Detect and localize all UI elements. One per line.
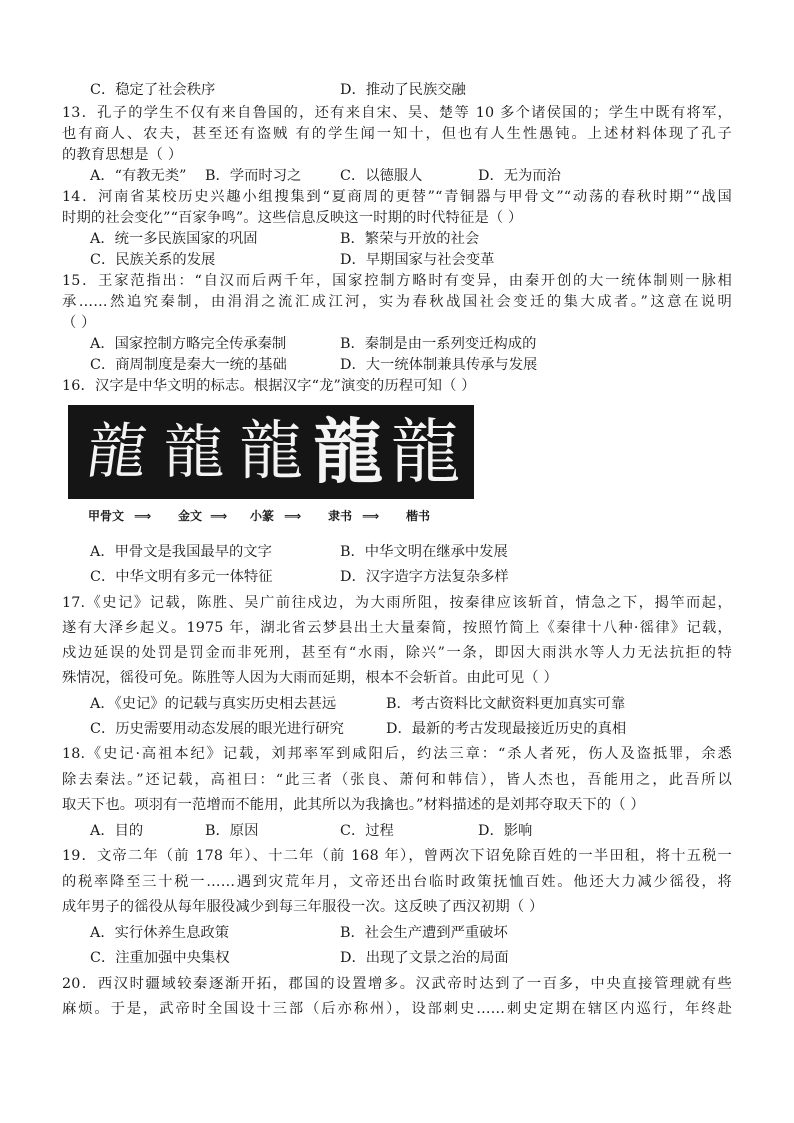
q19-option-c: C．注重加强中央集权 <box>90 950 230 966</box>
q17-option-a: A．《史记》的记载与真实历史相去甚远 <box>90 696 337 712</box>
q19-stem-line-3: 成年男子的徭役从每年服役减少到每三年服役一次。这反映了西汉初期（ ） <box>62 899 544 915</box>
q17-stem-line-1: 17.《史记》记载，陈胜、吴广前往戍边，为大雨所阻，按秦律应该斩首，情急之下，揭竿而起， <box>62 595 732 611</box>
q15-option-d: D．大一统体制兼具传承与发展 <box>340 357 538 373</box>
q18-stem-line-3: 取天下也。项羽有一范增而不能用，此其所以为我擒也。”材料描述的是刘邦夺取天下的（ ） <box>62 797 645 813</box>
q15-option-a: A．国家控制方略完全传承秦制 <box>90 336 287 352</box>
q13-stem-line-2: 也有商人、农夫，甚至还有盗贼 有的学生闻一知十，但也有人生性愚钝。上述材料体现了孔子 <box>62 126 732 142</box>
q18-option-d: D．影响 <box>478 823 533 839</box>
caption-oracle-bone: 甲骨文 <box>88 509 125 523</box>
q19-option-b: B．社会生产遭到严重破坏 <box>340 925 508 941</box>
glyph-clerical: 龍 <box>313 410 384 493</box>
q17-stem-line-2: 遂有大泽乡起义。1975 年，湖北省云梦县出土大量秦简，按照竹简上《秦律十八种·徭律》记载， <box>62 620 732 636</box>
q13-stem-line-3: 的教育思想是（ ） <box>62 147 183 163</box>
arrow-icon: ⟹ <box>362 509 379 523</box>
arrow-icon: ⟹ <box>210 509 227 523</box>
dragon-character-evolution-image <box>68 405 474 499</box>
q16-option-b: B．中华文明在继承中发展 <box>340 544 508 560</box>
q18-option-c: C．过程 <box>340 823 394 839</box>
q18-stem-line-1: 18.《史记·高祖本纪》记载，刘邦率军到咸阳后，约法三章：“杀人者死，伤人及盗抵罪，余悉 <box>62 746 732 762</box>
q16-option-d: D．汉字造字方法复杂多样 <box>340 569 509 585</box>
glyph-small-seal: 龍 <box>238 415 303 489</box>
caption-clerical: 隶书 <box>328 509 353 523</box>
script-evolution-captions <box>88 506 468 526</box>
q12-option-c: C．稳定了社会秩序 <box>90 82 216 98</box>
q19-option-a: A．实行休养生息政策 <box>90 925 229 941</box>
q17-option-d: D．最新的考古发现最接近历史的真相 <box>386 721 627 737</box>
glyph-oracle-bone: 龍 <box>81 417 152 487</box>
q18-stem-line-2: 除去秦法。”还记载，高祖曰：“此三者（张良、萧何和韩信），皆人杰也，吾能用之，此吾所以 <box>62 772 732 788</box>
q13-option-c: C．以德服人 <box>340 168 423 184</box>
q19-option-d: D．出现了文景之治的局面 <box>340 950 509 966</box>
caption-small-seal: 小篆 <box>250 509 275 523</box>
q12-option-d: D．推动了民族交融 <box>340 82 466 98</box>
q17-stem-line-4: 殊情况，徭役可免。陈胜等人因为大雨而延期，根本不会斩首。由此可见（ ） <box>62 670 558 686</box>
caption-regular: 楷书 <box>406 509 431 523</box>
q19-stem-line-2: 的税率降至三十税一……遇到灾荒年月，文帝还出台临时政策抚恤百姓。他还大力减少徭役，将 <box>62 874 732 890</box>
q18-option-a: A．目的 <box>90 823 144 839</box>
q14-stem-line-1: 14．河南省某校历史兴趣小组搜集到“夏商周的更替”“青铜器与甲骨文”“动荡的春秋时期”“战国 <box>62 189 732 205</box>
arrow-icon: ⟹ <box>134 509 151 523</box>
arrow-icon: ⟹ <box>284 509 301 523</box>
q16-option-a: A．甲骨文是我国最早的文字 <box>90 544 272 560</box>
q14-option-b: B．繁荣与开放的社会 <box>340 231 480 247</box>
q18-option-b: B．原因 <box>205 823 259 839</box>
q17-option-b: B．考古资料比文献资料更加真实可靠 <box>386 696 626 712</box>
q17-option-c: C．历史需要用动态发展的眼光进行研究 <box>90 721 344 737</box>
q13-stem-line-1: 13．孔子的学生不仅有来自鲁国的，还有来自宋、吴、楚等 10 多个诸侯国的；学生中既有将军， <box>62 105 732 121</box>
glyph-regular: 龍 <box>390 411 461 493</box>
q13-option-d: D．无为而治 <box>478 168 561 184</box>
q14-stem-line-2: 时期的社会变化”“百家争鸣”。这些信息反映这一时期的时代特征是（ ） <box>62 210 523 226</box>
q20-stem-line-1: 20．西汉时疆域较秦逐渐开拓，郡国的设置增多。汉武帝时达到了一百多，中央直接管理就有些 <box>62 976 732 992</box>
q15-stem-line-1: 15．王家范指出：“自汉而后两千年，国家控制方略时有变异，由秦开创的大一统体制则一脉相 <box>62 273 732 289</box>
q13-option-a: A．“有教无类” <box>90 168 187 184</box>
q15-stem-line-3: （ ） <box>62 315 96 331</box>
q15-option-b: B．秦制是由一系列变迁构成的 <box>340 336 537 352</box>
q14-option-c: C．民族关系的发展 <box>90 252 216 268</box>
q15-stem-line-2: 承……然追究秦制，由涓涓之流汇成江河，实为春秋战国社会变迁的集大成者。”这意在说明 <box>62 294 732 310</box>
q16-option-c: C．中华文明有多元一体特征 <box>90 569 273 585</box>
q14-option-a: A．统一多民族国家的巩固 <box>90 231 258 247</box>
q20-stem-line-2: 麻烦。于是，武帝时全国设十三部（后亦称州），设部刺史……刺史定期在辖区内巡行，年终赴 <box>62 1001 732 1017</box>
q17-stem-line-3: 戍边延误的处罚是罚金而非死刑，甚至有“水雨，除兴”一条，即因大雨洪水等人力无法抗拒的特 <box>62 645 732 661</box>
q14-option-d: D．早期国家与社会变革 <box>340 252 495 268</box>
q19-stem-line-1: 19．文帝二年（前 178 年）、十二年（前 168 年），曾两次下诏免除百姓的一半田租，将十五税一 <box>62 848 732 864</box>
q15-option-c: C．商周制度是秦大一统的基础 <box>90 357 287 373</box>
q13-option-b: B．学而时习之 <box>205 168 302 184</box>
caption-bronze: 金文 <box>178 509 203 523</box>
glyph-bronze: 龍 <box>163 418 225 486</box>
q16-stem: 16．汉字是中华文明的标志。根据汉字“龙”演变的历程可知（ ） <box>62 378 476 394</box>
